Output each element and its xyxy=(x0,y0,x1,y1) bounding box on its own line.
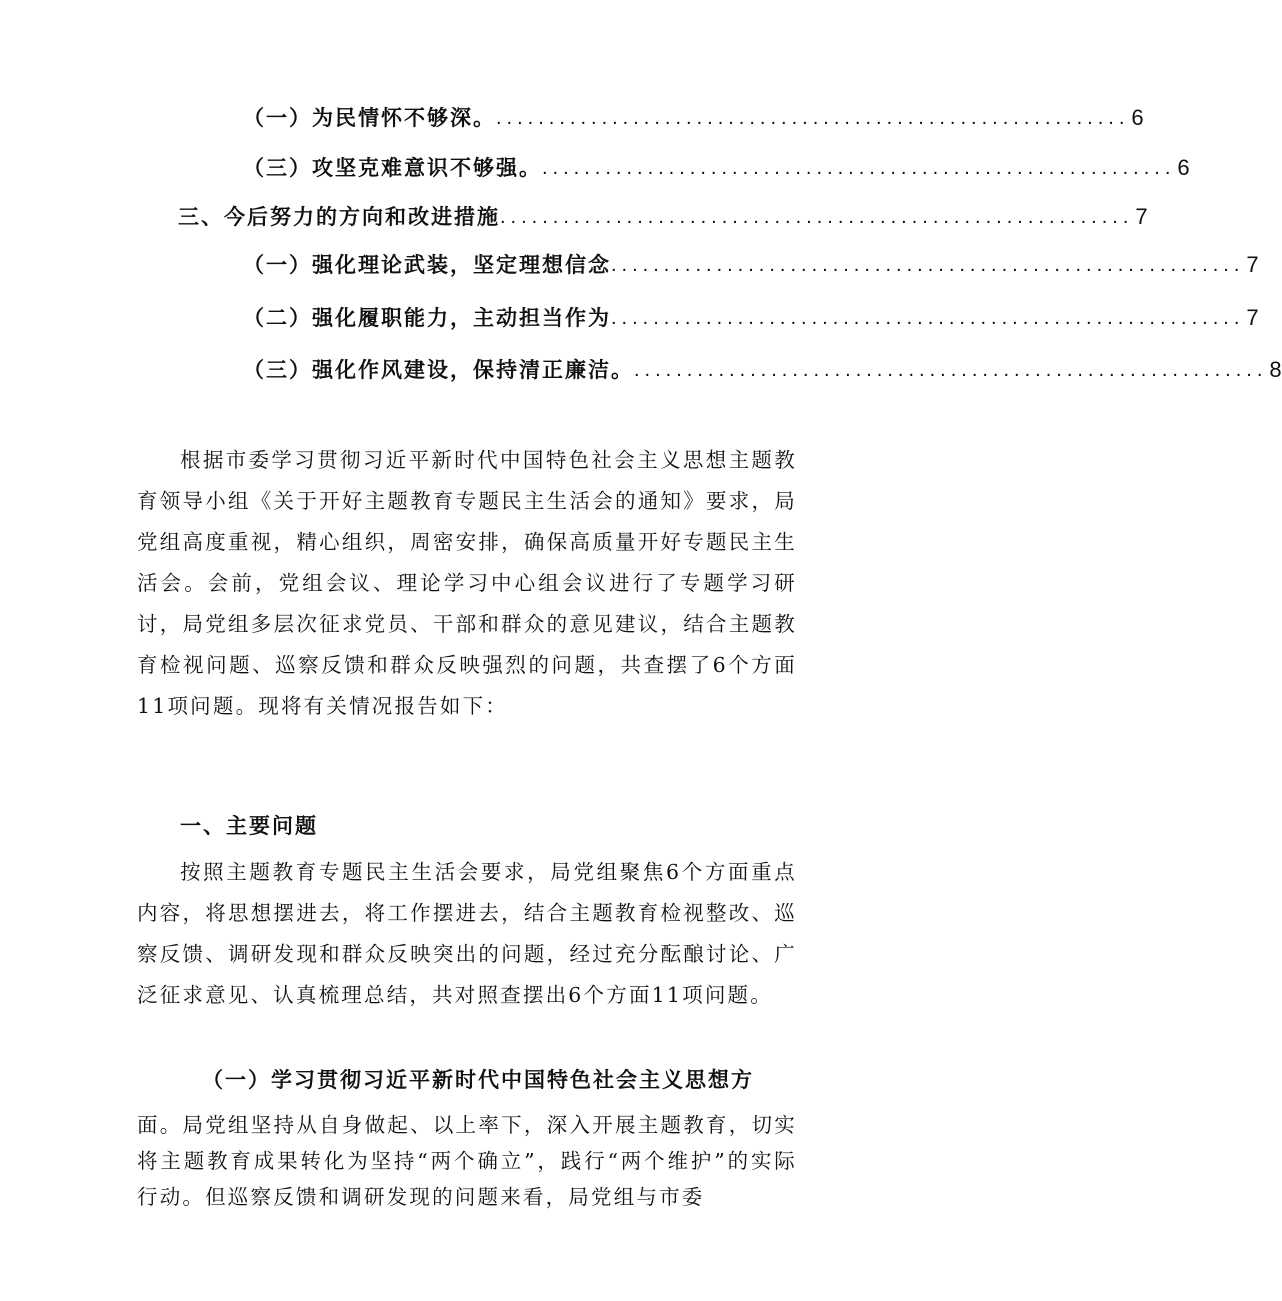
section-heading-main-problems: 一、主要问题 xyxy=(180,813,318,838)
toc-entry[interactable] xyxy=(178,201,1148,233)
toc-entry[interactable] xyxy=(243,302,1259,334)
toc-entry-page: 7 xyxy=(1246,305,1259,330)
toc-leader-dots: ............................................................ xyxy=(496,107,1130,129)
toc-entry[interactable] xyxy=(243,152,1190,184)
intro-paragraph: 根据市委学习贯彻习近平新时代中国特色社会主义思想主题教育领导小组《关于开好主题教育专题民主生活会的通知》要求，局党组高度重视，精心组织，周密安排，确保高质量开好专题民主生活会。会前，党组会议、理论学习中心组会议进行了专题学习研讨，局党组多层次征求党员、干部和群众的意见建议，结合主题教育检视问题、巡察反馈和群众反映强烈的问题，共查摆了6个方面11项问题。现将有关情况报告如下： xyxy=(137,448,797,718)
section-paragraph: 按照主题教育专题民主生活会要求，局党组聚焦6个方面重点内容，将思想摆进去，将工作摆进去，结合主题教育检视整改、巡察反馈、调研发现和群众反映突出的问题，经过充分酝酿讨论、广泛征求意见、认真梳理总结，共对照查摆出6个方面11项问题。 xyxy=(137,860,797,1007)
toc-entry[interactable] xyxy=(243,102,1144,134)
toc-entry-label: （三）强化作风建设，保持清正廉洁。 xyxy=(243,357,634,382)
toc-entry-page: 6 xyxy=(1131,105,1144,130)
toc-entry[interactable] xyxy=(243,354,1282,386)
toc-leader-dots: ............................................................ xyxy=(611,254,1245,276)
toc-entry-page: 8 xyxy=(1269,357,1282,382)
toc-entry-page: 7 xyxy=(1246,252,1259,277)
toc-entry-label: （三）攻坚克难意识不够强。 xyxy=(243,155,542,180)
toc-leader-dots: ............................................................ xyxy=(542,157,1176,179)
toc-leader-dots: ............................................................ xyxy=(634,359,1268,381)
toc-entry-label: （一）为民情怀不够深。 xyxy=(243,105,496,130)
toc-entry-label: （二）强化履职能力，主动担当作为 xyxy=(243,305,611,330)
toc-entry-page: 7 xyxy=(1135,204,1148,229)
toc-entry-page: 6 xyxy=(1177,155,1190,180)
toc-entry[interactable] xyxy=(243,249,1259,281)
toc-leader-dots: ............................................................ xyxy=(611,307,1245,329)
toc-entry-label: （一）强化理论武装，坚定理想信念 xyxy=(243,252,611,277)
toc-entry-label: 三、今后努力的方向和改进措施 xyxy=(178,204,500,229)
subsection-paragraph: 面。局党组坚持从自身做起、以上率下，深入开展主题教育，切实将主题教育成果转化为坚持“两个确立”，践行“两个维护”的实际行动。但巡察反馈和调研发现的问题来看，局党组与市委 xyxy=(137,1113,797,1209)
toc-leader-dots: ............................................................ xyxy=(500,206,1134,228)
subsection-heading: （一）学习贯彻习近平新时代中国特色社会主义思想方 xyxy=(202,1067,754,1092)
